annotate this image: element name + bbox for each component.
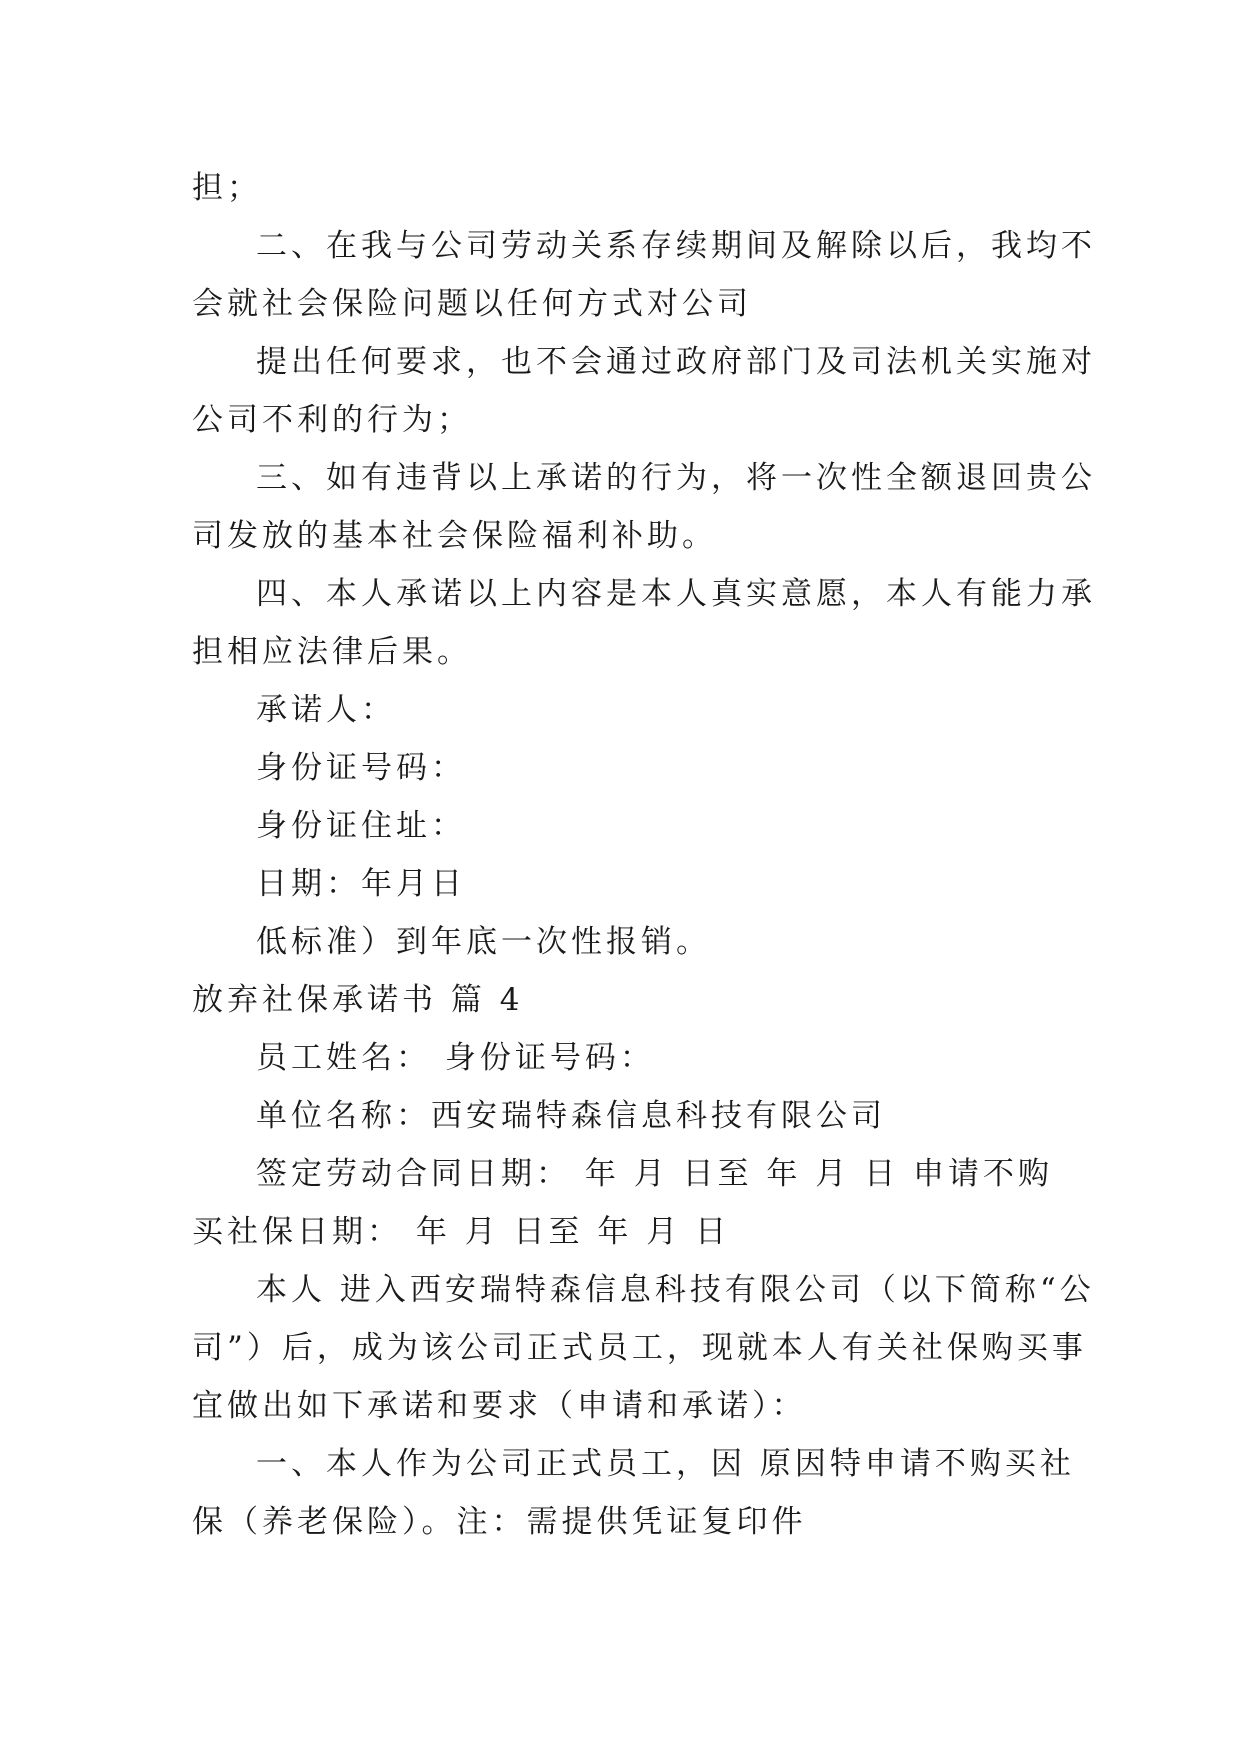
company-name-line: 单位名称：西安瑞特森信息科技有限公司 bbox=[256, 1098, 886, 1134]
id-address-label: 身份证住址： bbox=[256, 808, 466, 844]
text-line: 司”）后，成为该公司正式员工，现就本人有关社保购买事 bbox=[192, 1330, 1087, 1366]
text-line: 提出任何要求，也不会通过政府部门及司法机关实施对 bbox=[256, 344, 1096, 380]
text-line: 担； bbox=[192, 170, 262, 206]
id-number-label: 身份证号码： bbox=[256, 750, 466, 786]
text-line: 一、本人作为公司正式员工，因 原因特申请不购买社 bbox=[256, 1446, 1075, 1482]
text-line: 会就社会保险问题以任何方式对公司 bbox=[192, 286, 752, 322]
text-line: 保（养老保险）。注：需提供凭证复印件 bbox=[192, 1504, 807, 1540]
text-line: 本人 进入西安瑞特森信息科技有限公司（以下简称“公 bbox=[256, 1272, 1095, 1308]
employee-name-label: 员工姓名： 身份证号码： bbox=[256, 1040, 655, 1076]
text-line: 司发放的基本社会保险福利补助。 bbox=[192, 518, 717, 554]
text-line: 宜做出如下承诺和要求（申请和承诺）： bbox=[192, 1388, 807, 1424]
text-line: 二、在我与公司劳动关系存续期间及解除以后，我均不 bbox=[256, 228, 1096, 264]
text-line: 公司不利的行为； bbox=[192, 402, 472, 438]
contract-date-line: 签定劳动合同日期： 年 月 日至 年 月 日 申请不购 bbox=[256, 1156, 1053, 1192]
text-line: 四、本人承诺以上内容是本人真实意愿，本人有能力承 bbox=[256, 576, 1096, 612]
section-heading: 放弃社保承诺书 篇 4 bbox=[192, 982, 524, 1018]
no-insurance-date-line: 买社保日期： 年 月 日至 年 月 日 bbox=[192, 1214, 731, 1250]
date-label: 日期：年月日 bbox=[256, 866, 466, 902]
signer-label: 承诺人： bbox=[256, 692, 396, 728]
text-line: 低标准）到年底一次性报销。 bbox=[256, 924, 711, 960]
text-line: 三、如有违背以上承诺的行为，将一次性全额退回贵公 bbox=[256, 460, 1096, 496]
text-line: 担相应法律后果。 bbox=[192, 634, 472, 670]
